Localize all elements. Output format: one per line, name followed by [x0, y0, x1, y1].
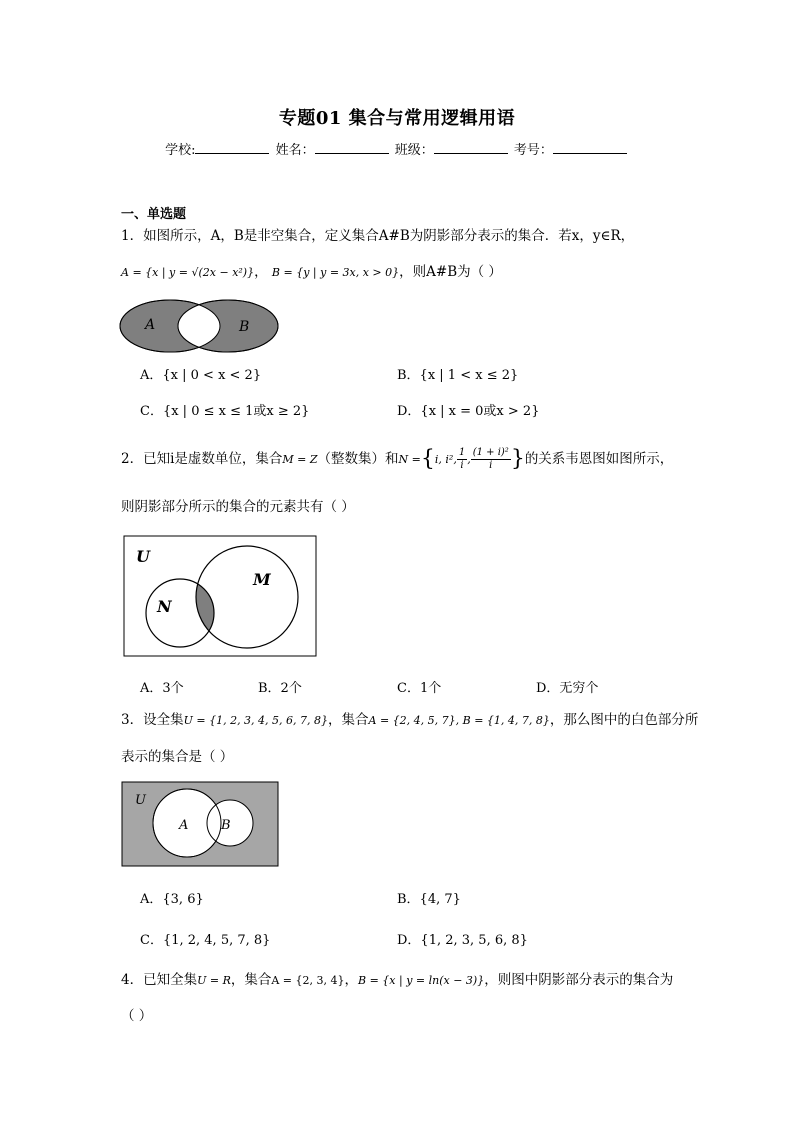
q2-label-m: M — [253, 570, 271, 589]
q3-option-a[interactable]: A．{3, 6} — [140, 892, 204, 907]
q3-ab-sets: A = {2, 4, 5, 7}, B = {1, 4, 7, 8} — [368, 714, 550, 727]
page-title: 专题01 集合与常用逻辑用语 — [278, 108, 516, 129]
q1-venn-diagram — [118, 296, 282, 356]
q2-n-lhs: N = — [398, 453, 421, 466]
q1-set-b: B = {y | y = 3x, x > 0} — [271, 266, 400, 279]
school-label: 学校: — [165, 143, 196, 158]
exam-number-blank[interactable] — [553, 141, 627, 154]
q1-label-a: A — [145, 317, 156, 333]
q4-u-eq: U = R — [197, 974, 231, 987]
q1-label-b: B — [239, 319, 250, 335]
q3-line2: 表示的集合是（ ） — [121, 749, 234, 765]
q2-venn-diagram — [123, 535, 319, 659]
q2-m-eq: M = Z — [282, 453, 318, 466]
q1-option-c[interactable]: C．{x | 0 ≤ x ≤ 1或x ≥ 2} — [140, 404, 310, 419]
q3-u-set: U = {1, 2, 3, 4, 5, 6, 7, 8} — [183, 714, 329, 727]
q3-label-b: B — [221, 818, 231, 833]
q3-venn-diagram — [121, 781, 281, 869]
q1-sets: A = {x | y = √(2x − x²)}， B = {y | y = 3x, x > 0}，则A#B为（ ） — [121, 264, 502, 280]
exam-number-label: 考号： — [513, 143, 553, 158]
q2-frac-2: $\frac{\text{(1 + i)²}}{i}$ — [472, 447, 509, 471]
q4-stem: 4．已知全集U = R，集合A = {2, 3, 4}，B = {x | y = ln(x − 3)}，则图中阴影部分表示的集合为 — [121, 972, 674, 988]
q4-a-set: A = {2, 3, 4} — [271, 974, 345, 987]
student-info-line — [0, 139, 794, 158]
q2-option-d[interactable]: D．无穷个 — [536, 681, 599, 696]
q2-option-c[interactable]: C．1个 — [397, 681, 442, 696]
q2-line2: 则阴影部分所示的集合的元素共有（ ） — [121, 499, 355, 515]
q1-tail: ，则A#B为（ ） — [399, 264, 502, 280]
q1-option-a[interactable]: A．{x | 0 < x < 2} — [140, 368, 262, 383]
q2-n-items: i, i², — [434, 453, 457, 466]
q4-b-set: B = {x | y = ln(x − 3)} — [358, 974, 485, 987]
name-label: 姓名： — [275, 143, 315, 158]
q1-stem: 1．如图所示，A，B是非空集合，定义集合A#B为阴影部分表示的集合．若x，y∈R， — [121, 228, 635, 244]
q2-option-a[interactable]: A．3个 — [140, 681, 184, 696]
q3-option-c[interactable]: C．{1, 2, 4, 5, 7, 8} — [140, 933, 271, 948]
q1-set-a: A = {x | y = √(2x − x²)} — [121, 266, 255, 279]
name-blank[interactable] — [315, 141, 389, 154]
q1-option-d[interactable]: D．{x | x = 0或x > 2} — [397, 404, 540, 419]
q3-label-a: A — [179, 818, 189, 833]
q3-label-u: U — [135, 793, 146, 808]
school-blank[interactable] — [195, 141, 269, 154]
q2-option-b[interactable]: B．2个 — [258, 681, 302, 696]
class-label: 班级： — [394, 143, 434, 158]
q3-stem: 3．设全集U = {1, 2, 3, 4, 5, 6, 7, 8}，集合A = {2, 4, 5, 7}, B = {1, 4, 7, 8}，那么图中的白色部分所 — [121, 712, 699, 728]
q3-option-b[interactable]: B．{4, 7} — [397, 892, 461, 907]
q2-label-u: U — [136, 547, 150, 566]
q2-stem: 2．已知i是虚数单位，集合M = Z（整数集）和N ={i, i², $\frac{1}{i}$ , $\frac{\text{(1 + i)²}}{i}$ }的关系韦恩图如图所示， — [121, 446, 674, 472]
q3-option-d[interactable]: D．{1, 2, 3, 5, 6, 8} — [397, 933, 528, 948]
section-heading: 一、单选题 — [121, 207, 187, 222]
q2-frac-1: $\frac{1}{i}$ — [458, 447, 466, 471]
class-blank[interactable] — [434, 141, 508, 154]
q4-line2: （ ） — [121, 1008, 153, 1024]
q1-option-b[interactable]: B．{x | 1 < x ≤ 2} — [397, 368, 519, 383]
q2-label-n: N — [157, 597, 172, 616]
